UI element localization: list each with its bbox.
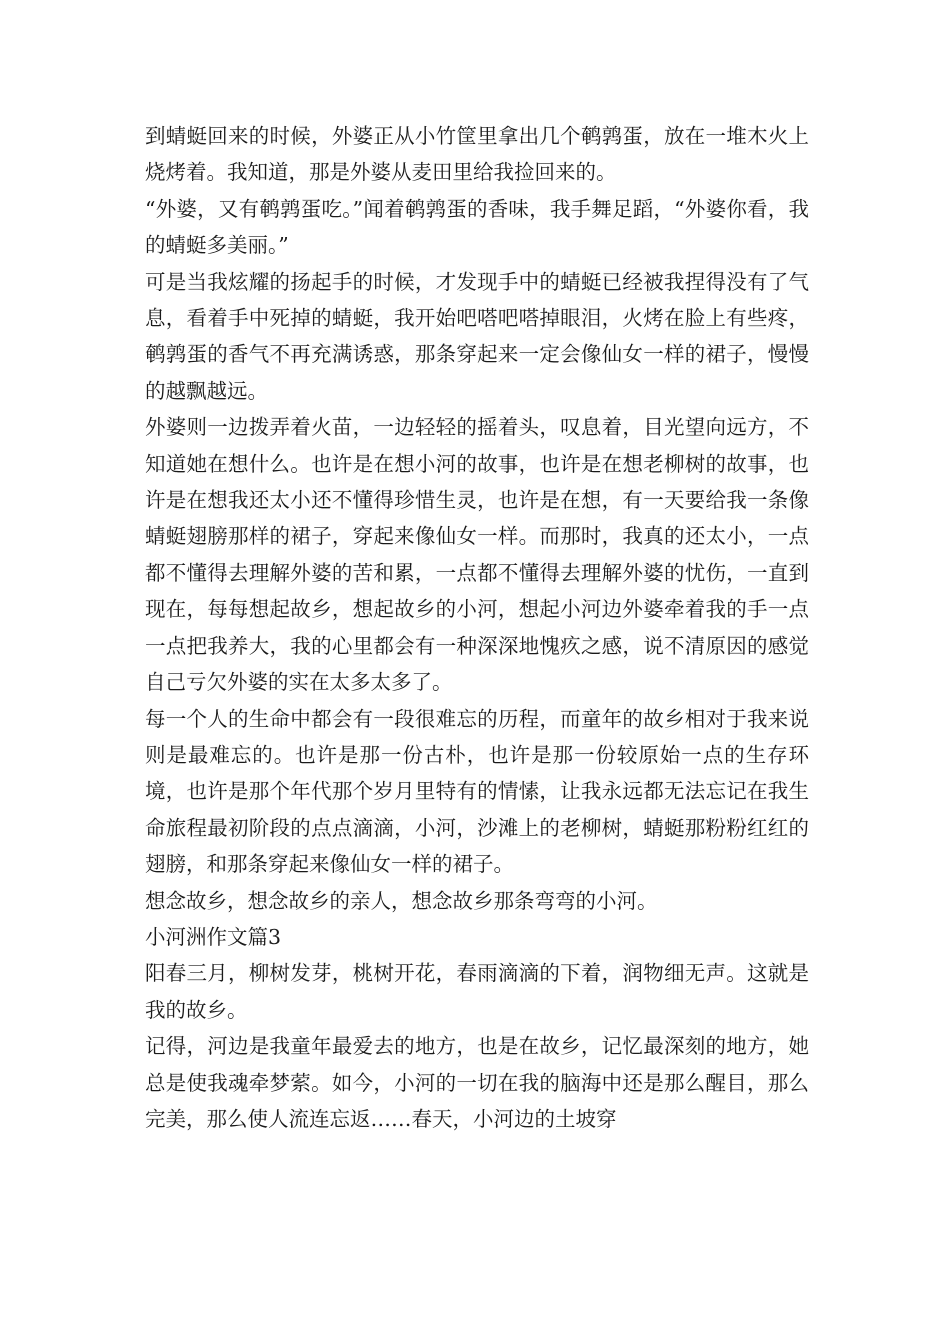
paragraph: 记得，河边是我童年最爱去的地方，也是在故乡，记忆最深刻的地方，她总是使我魂牵梦萦。如今，小河的一切在我的脑海中还是那么醒目，那么完美，那么使人流连忘返……春天，小河边的土坡穿 xyxy=(145,1034,809,1131)
paragraph: 外婆则一边拨弄着火苗，一边轻轻的摇着头，叹息着，目光望向远方，不知道她在想什么。也许是在想小河的故事，也许是在想老柳树的故事，也许是在想我还太小还不懂得珍惜生灵，也许是在想，有一天要给我一条像蜻蜓翅膀那样的裙子，穿起来像仙女一样。而那时，我真的还太小，一点都不懂得去理解外婆的苦和累，一点都不懂得去理解外婆的忧伤，一直到现在，每每想起故乡，想起故乡的小河，想起小河边外婆牵着我的手一点一点把我养大，我的心里都会有一种深深地愧疚之感，说不清原因的感觉自己亏欠外婆的实在太多太多了。 xyxy=(145,415,809,695)
paragraph: 想念故乡，想念故乡的亲人，想念故乡那条弯弯的小河。 xyxy=(145,888,658,913)
document-body xyxy=(145,118,809,1137)
paragraph: 可是当我炫耀的扬起手的时候，才发现手中的蜻蜓已经被我捏得没有了气息，看着手中死掉的蜻蜓，我开始吧嗒吧嗒掉眼泪，火烤在脸上有些疼，鹌鹑蛋的香气不再充满诱惑，那条穿起来一定会像仙女一样的裙子，慢慢的越飘越远。 xyxy=(145,269,809,403)
paragraph: 阳春三月，柳树发芽，桃树开花，春雨滴滴的下着，润物细无声。这就是我的故乡。 xyxy=(145,961,809,1022)
paragraph: 每一个人的生命中都会有一段很难忘的历程，而童年的故乡相对于我来说则是最难忘的。也许是那一份古朴，也许是那一份较原始一点的生存环境，也许是那个年代那个岁月里特有的情愫，让我永远都无法忘记在我生命旅程最初阶段的点点滴滴，小河，沙滩上的老柳树，蜻蜓那粉粉红红的翅膀，和那条穿起来像仙女一样的裙子。 xyxy=(145,706,809,877)
section-heading: 小河洲作文篇3 xyxy=(145,924,282,949)
paragraph: 到蜻蜓回来的时候，外婆正从小竹筐里拿出几个鹌鹑蛋，放在一堆木火上烧烤着。我知道，那是外婆从麦田里给我捡回来的。 xyxy=(145,124,809,185)
paragraph: “外婆，又有鹌鹑蛋吃。”闻着鹌鹑蛋的香味，我手舞足蹈，“外婆你看，我的蜻蜓多美丽。” xyxy=(145,196,809,258)
